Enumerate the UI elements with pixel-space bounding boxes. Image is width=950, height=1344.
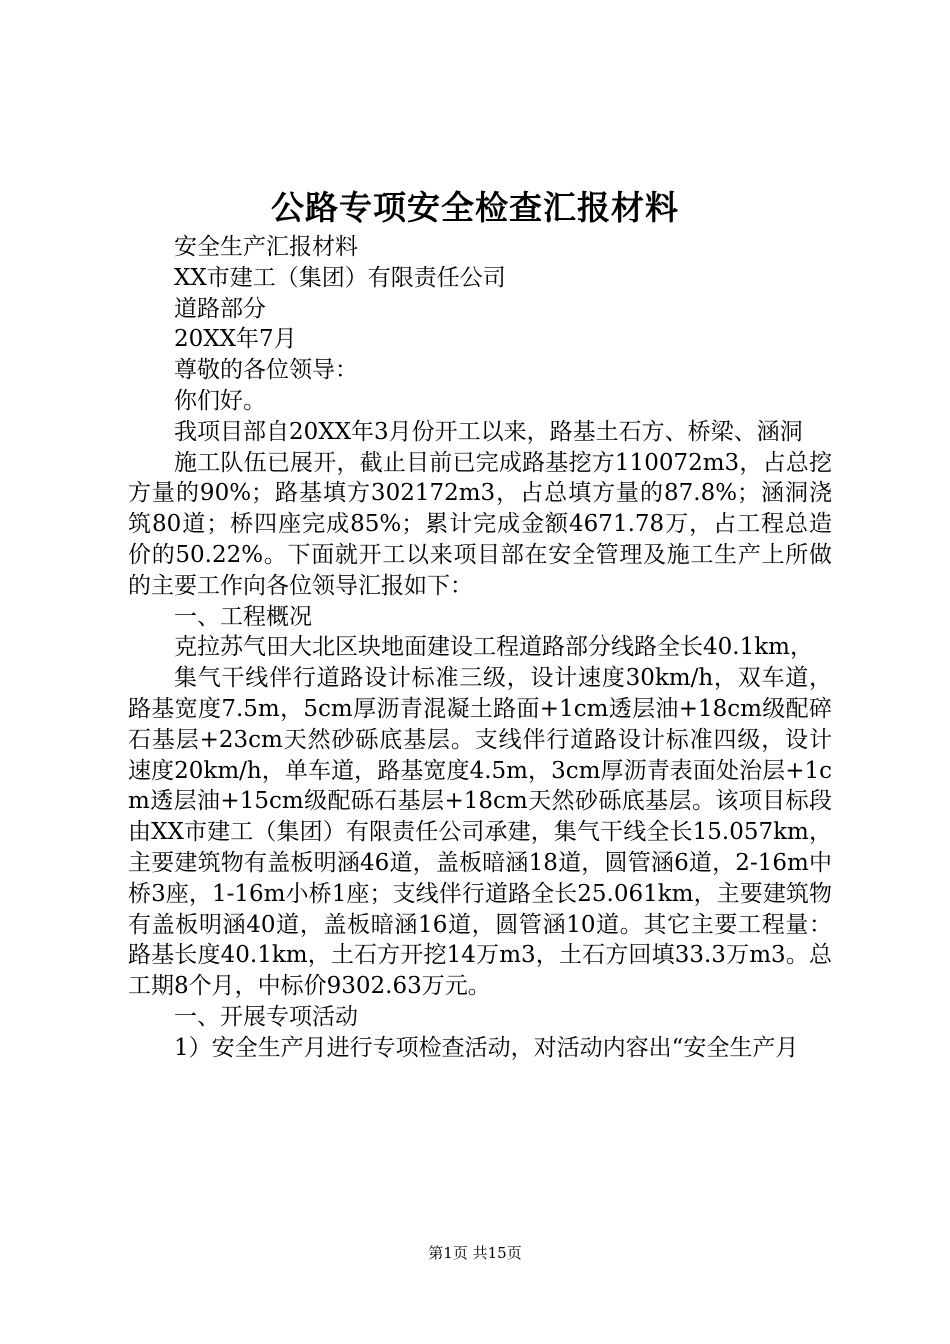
page-footer: 第1页 共15页	[428, 1244, 522, 1262]
paragraph-route-length: 克拉苏气田大北区块地面建设工程道路部分线路全长40.1km，	[174, 634, 813, 661]
paragraph-salutation: 尊敬的各位领导：	[174, 357, 358, 384]
paragraph-date: 20XX年7月	[174, 326, 297, 353]
paragraph-progress: 施工队伍已展开，截止目前已完成路基挖方110072m3，占总挖方量的90%；路基填方302172m3，占总填方量的87.8%；涵洞浇筑80道；桥四座完成85%；累计完成金额4671.78万，占工程总造价的50.22%。下面就开工以来项目部在安全管理及施工生产上所做的主要工作向各位领导汇报如下：	[128, 449, 832, 599]
section-heading-activities: 一、开展专项活动	[174, 1003, 358, 1030]
paragraph-safety-month: 1）安全生产月进行专项检查活动，对活动内容出“安全生产月	[174, 1034, 799, 1061]
document-title: 公路专项安全检查汇报材料	[271, 188, 679, 227]
document-body	[128, 232, 832, 1064]
paragraph-intro: 我项目部自20XX年3月份开工以来，路基土石方、桥梁、涵洞	[174, 418, 803, 445]
paragraph-greeting: 你们好。	[174, 387, 266, 414]
section-heading-overview: 一、工程概况	[174, 603, 312, 630]
paragraph-department: 道路部分	[174, 295, 266, 322]
paragraph-company: XX市建工（集团）有限责任公司	[174, 264, 506, 291]
paragraph-project-details: 集气干线伴行道路设计标准三级，设计速度30km/h，双车道，路基宽度7.5m，5cm厚沥青混凝土路面+1cm透层油+18cm级配碎石基层+23cm天然砂砾底基层。支线伴行道路设计标准四级，设计速度20km/h，单车道，路基宽度4.5m，3cm厚沥青表面处治层+1cm透层油+15cm级配砾石基层+18cm天然砂砾底基层。该项目标段由XX市建工（集团）有限责任公司承建，集气干线全长15.057km，主要建筑物有盖板明涵46道，盖板暗涵18道，圆管涵6道，2-16m中桥3座，1-16m小桥1座；支线伴行道路全长25.061km，主要建筑物有盖板明涵40道，盖板暗涵16道，圆管涵10道。其它主要工程量：路基长度40.1km，土石方开挖14万m3，土石方回填33.3万m3。总工期8个月，中标价9302.63万元。	[128, 665, 832, 1000]
paragraph-report-heading: 安全生产汇报材料	[174, 234, 358, 260]
